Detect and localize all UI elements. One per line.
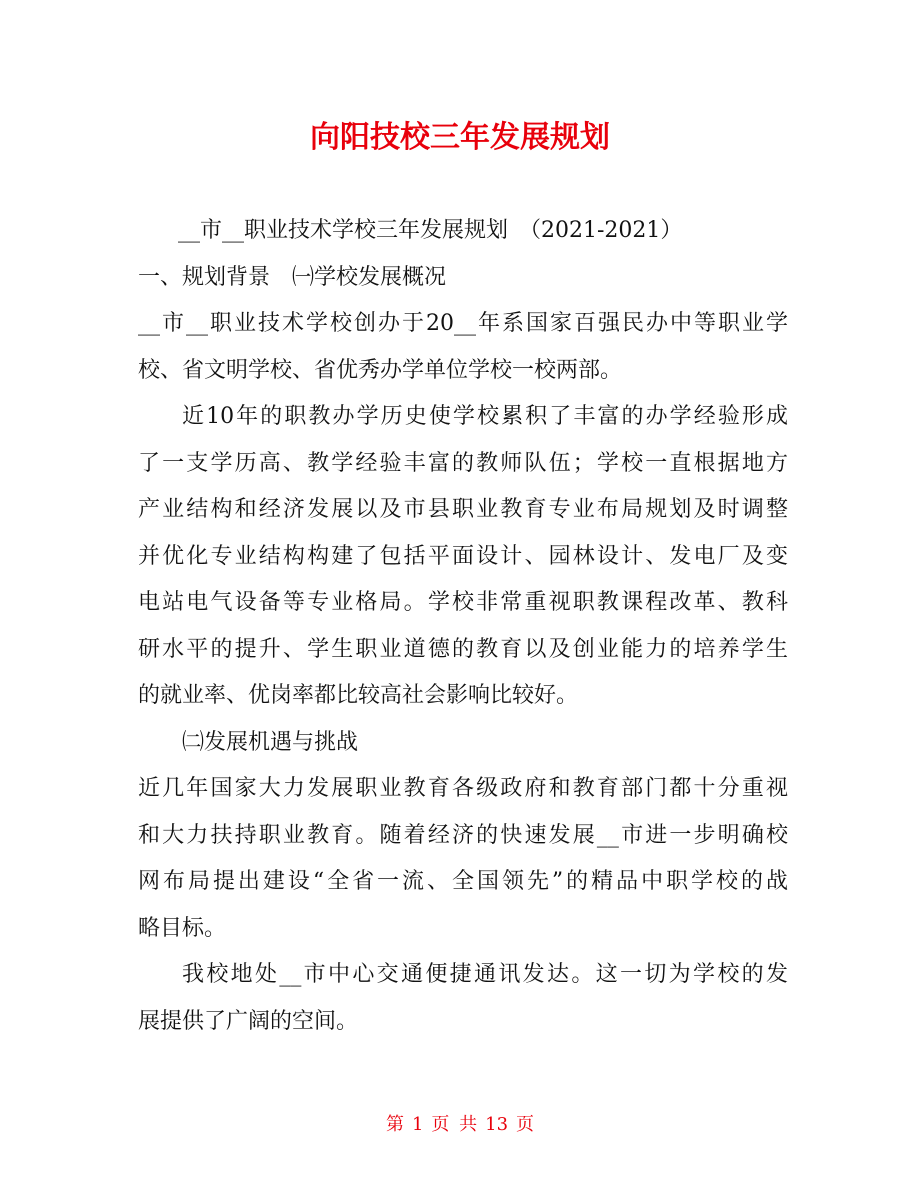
paragraph-line: 产业结构和经济发展以及市县职业教育专业布局规划及时调整 [138,497,788,522]
document-body [138,208,788,1045]
paragraph-line: 校、省文明学校、省优秀办学单位学校一校两部。 [138,357,623,383]
paragraph-line: 研水平的提升、学生职业道德的教育以及创业能力的培养学生 [138,636,788,662]
paragraph-line: 了一支学历高、教学经验丰富的教师队伍；学校一直根据地方 [138,450,788,476]
section-heading: 一、规划背景 ㈠学校发展概况 [138,264,447,290]
footer-page-number: 1 [411,1114,424,1135]
paragraph-line: 近几年国家大力发展职业教育各级政府和教育部门都十分重视 [138,776,788,801]
footer-total-pages: 13 [485,1114,509,1135]
paragraph-line: 的就业率、优岗率都比较高社会影响比较好。 [138,683,579,708]
subtitle-line: __市__职业技术学校三年发展规划 （2021-2021） [178,218,683,243]
page-footer [0,1112,920,1138]
footer-suffix: 页 [516,1114,535,1135]
section-subheading: ㈡发展机遇与挑战 [182,729,359,755]
paragraph-line: 近10年的职教办学历史使学校累积了丰富的办学经验形成 [182,404,788,429]
footer-prefix: 第 [385,1114,404,1135]
paragraph-line: 展提供了广阔的空间。 [138,1008,359,1034]
paragraph-line: 略目标。 [138,915,227,941]
paragraph-line: 我校地处__市中心交通便捷通讯发达。这一切为学校的发 [182,962,788,987]
paragraph-line: 网布局提出建设“全省一流、全国领先”的精品中职学校的战 [138,869,788,894]
paragraph-line: 并优化专业结构构建了包括平面设计、园林设计、发电厂及变 [138,543,788,569]
footer-middle: 页 共 [431,1114,478,1135]
paragraph-line: __市__职业技术学校创办于20__年系国家百强民办中等职业学 [138,311,788,336]
paragraph-line: 和大力扶持职业教育。随着经济的快速发展__市进一步明确校 [138,822,788,848]
document-title: 向阳技校三年发展规划 [310,120,610,155]
paragraph-line: 电站电气设备等专业格局。学校非常重视职教课程改革、教科 [138,590,788,615]
